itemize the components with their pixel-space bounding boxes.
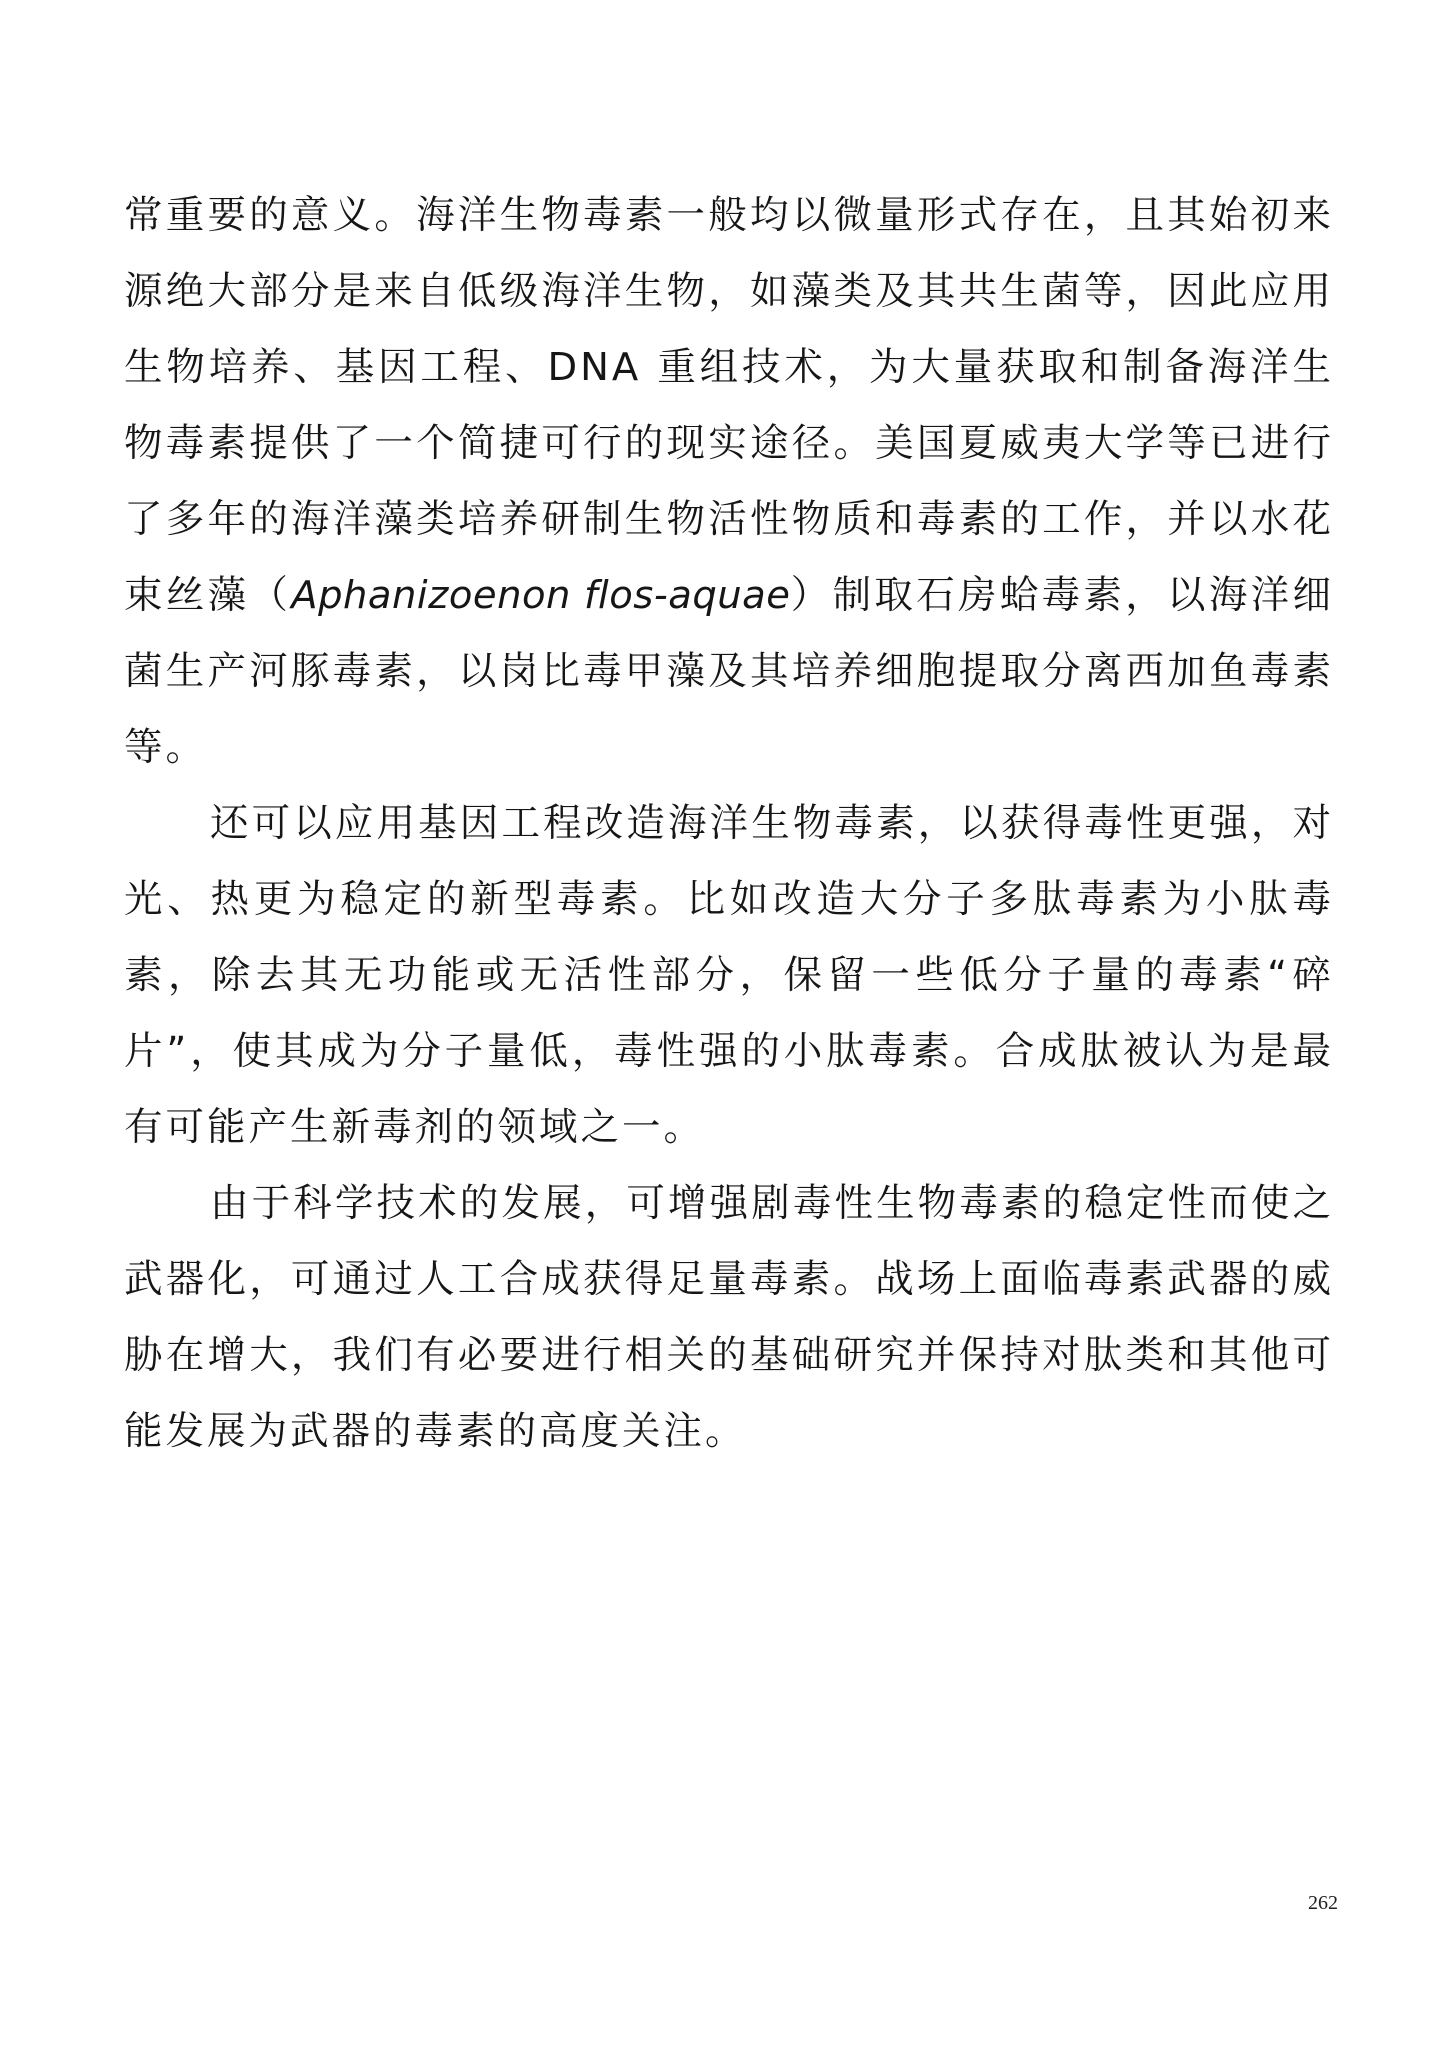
paragraph-1-text-b: ）制取石房蛤毒素，以海洋细菌生产河豚毒素，以岗比毒甲藻及其培养细胞提取分离西加鱼毒素等。 xyxy=(124,573,1334,770)
paragraph-2 xyxy=(124,786,1334,1166)
paragraph-3-text: 由于科学技术的发展，可增强剧毒性生物毒素的稳定性而使之武器化，可通过人工合成获得足量毒素。战场上面临毒素武器的威胁在增大，我们有必要进行相关的基础研究并保持对肽类和其他可能发展为武器的毒素的高度关注。 xyxy=(124,1181,1334,1454)
page-number: 262 xyxy=(1308,1892,1338,1914)
paragraph-3 xyxy=(124,1166,1334,1470)
paragraph-1-text-a: 常重要的意义。海洋生物毒素一般均以微量形式存在，且其始初来源绝大部分是来自低级海洋生物，如藻类及其共生菌等，因此应用生物培养、基因工程、DNA 重组技术，为大量获取和制备海洋生物毒素提供了一个简捷可行的现实途径。美国夏威夷大学等已进行了多年的海洋藻类培养研制生物活性物质和毒素的工作，并以水花束丝藻（ xyxy=(124,193,1334,618)
body-text xyxy=(124,178,1334,1470)
paragraph-1 xyxy=(124,178,1334,786)
species-name-latin: Aphanizoenon flos-aquae xyxy=(291,573,791,618)
paragraph-2-text: 还可以应用基因工程改造海洋生物毒素，以获得毒性更强，对光、热更为稳定的新型毒素。比如改造大分子多肽毒素为小肽毒素，除去其无功能或无活性部分，保留一些低分子量的毒素“碎片”，使其成为分子量低，毒性强的小肽毒素。合成肽被认为是最有可能产生新毒剂的领域之一。 xyxy=(124,801,1334,1150)
